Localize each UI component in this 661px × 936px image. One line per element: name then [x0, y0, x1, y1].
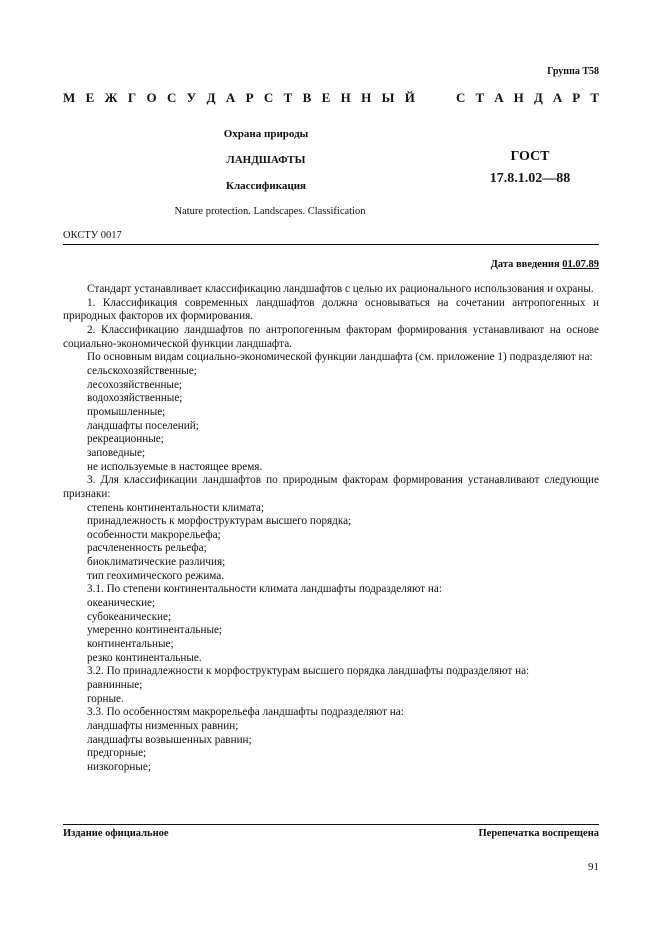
banner-letter: Д: [206, 90, 216, 105]
list-item: тип геохимического режима.: [87, 569, 225, 582]
banner-letter: Т: [283, 90, 293, 105]
banner-letter: Н: [513, 90, 524, 105]
banner-letter: О: [146, 90, 157, 105]
list-item: особенности макрорельефа;: [87, 528, 221, 541]
paragraph: 3. Для классификации ландшафтов по природным факторам формирования устанавливают следующие признаки:: [63, 474, 599, 500]
banner-letter: Ы: [381, 90, 395, 105]
standard-banner: [63, 90, 599, 106]
list-item: 3.3. По особенностям макрорельефа ландшафты подразделяют на:: [87, 706, 404, 719]
banner-letter: А: [225, 90, 236, 105]
list-item: расчлененность рельефа;: [87, 542, 207, 555]
oksty-code: ОКСТУ 0017: [63, 230, 122, 241]
header-divider: [63, 244, 599, 245]
banner-letter: Н: [340, 90, 351, 105]
banner-letter: С: [166, 90, 177, 105]
list-item: 3.2. По принадлежности к морфоструктурам высшего порядка ландшафты подразделяют на:: [87, 665, 530, 678]
list-item: сельскохозяйственные;: [87, 364, 197, 377]
banner-letter: С: [456, 90, 466, 105]
list-item: ландшафты возвышенных равнин;: [87, 733, 252, 746]
banner-letter: Е: [321, 90, 331, 105]
list-item: умеренно континентальные;: [87, 624, 223, 637]
list-item: низкогорные;: [87, 760, 151, 773]
banner-letter: Д: [533, 90, 543, 105]
list-item: равнинные;: [87, 679, 143, 692]
banner-letter: А: [494, 90, 504, 105]
banner-letter: С: [263, 90, 274, 105]
page-number: 91: [588, 861, 599, 873]
list-item: горные.: [87, 692, 124, 705]
list-item: субокеанические;: [87, 610, 172, 623]
group-code: Группа Т58: [547, 66, 599, 77]
list-item: океанические;: [87, 597, 156, 610]
paragraph: 1. Классификация современных ландшафтов должна основываться на сочетании антропогенных и природных факторов их формирования.: [63, 296, 599, 323]
paragraph: Стандарт устанавливает классификацию ландшафтов с целью их рационального использования и охраны.: [87, 283, 594, 295]
banner-word-interstate: [63, 90, 415, 106]
introduction-date: [491, 259, 599, 270]
title-line-2: ЛАНДШАФТЫ: [226, 154, 306, 166]
title-line-1: Охрана природы: [223, 128, 309, 140]
introduction-date-label: Дата введения: [490, 259, 560, 270]
banner-letter: Г: [127, 90, 137, 105]
banner-letter: В: [302, 90, 312, 105]
banner-letter: Т: [475, 90, 485, 105]
english-title: Nature protection. Landscapes. Classification: [174, 206, 366, 217]
gost-label: ГОСТ: [510, 149, 550, 164]
banner-word-standard: [456, 90, 599, 106]
list-item: предгорные;: [87, 747, 147, 760]
list-item: рекреационные;: [87, 433, 164, 446]
list-item: ландшафты низменных равнин;: [87, 720, 239, 732]
title-line-3: Классификация: [226, 180, 306, 192]
list-item: промышленные;: [87, 405, 166, 418]
list-item: степень континентальности климата;: [87, 501, 264, 514]
banner-letter: Т: [590, 90, 599, 105]
banner-letter: Е: [85, 90, 95, 105]
list-item: континентальные;: [87, 638, 174, 651]
official-edition-note: Издание официальное: [63, 828, 169, 839]
banner-letter: Ж: [104, 90, 118, 105]
list-item: ландшафты поселений;: [87, 419, 199, 432]
list-item: не используемые в настоящее время.: [87, 460, 263, 473]
introduction-date-value: 01.07.89: [562, 259, 599, 270]
banner-letter: М: [63, 90, 76, 105]
banner-letter: Р: [245, 90, 254, 105]
document-body: [63, 283, 599, 775]
list-item: заповедные;: [87, 446, 146, 459]
banner-letter: Н: [361, 90, 372, 105]
banner-letter: Р: [572, 90, 581, 105]
list-item: 3.1. По степени континентальности климата ландшафты подразделяют на:: [87, 583, 442, 596]
gost-number: 17.8.1.02—88: [489, 171, 571, 186]
list-item: биоклиматические различия;: [87, 556, 226, 569]
banner-letter: Й: [404, 90, 415, 105]
banner-letter: У: [186, 90, 197, 105]
banner-letter: А: [552, 90, 563, 105]
list-item: водохозяйственные;: [87, 392, 183, 405]
paragraph: По основным видам социально-экономической функции ландшафта (см. приложение 1) подразделяют на:: [87, 351, 593, 364]
list-item: лесохозяйственные;: [87, 378, 183, 391]
list-item: резко континентальные.: [87, 651, 202, 664]
footer-divider: [63, 824, 599, 825]
paragraph: 2. Классификацию ландшафтов по антропогенным факторам формирования устанавливают на основе социально-экономической функции ландшафта.: [63, 323, 599, 350]
reprint-prohibited-note: Перепечатка воспрещена: [478, 828, 599, 839]
list-item: принадлежность к морфоструктурам высшего порядка;: [87, 515, 352, 528]
